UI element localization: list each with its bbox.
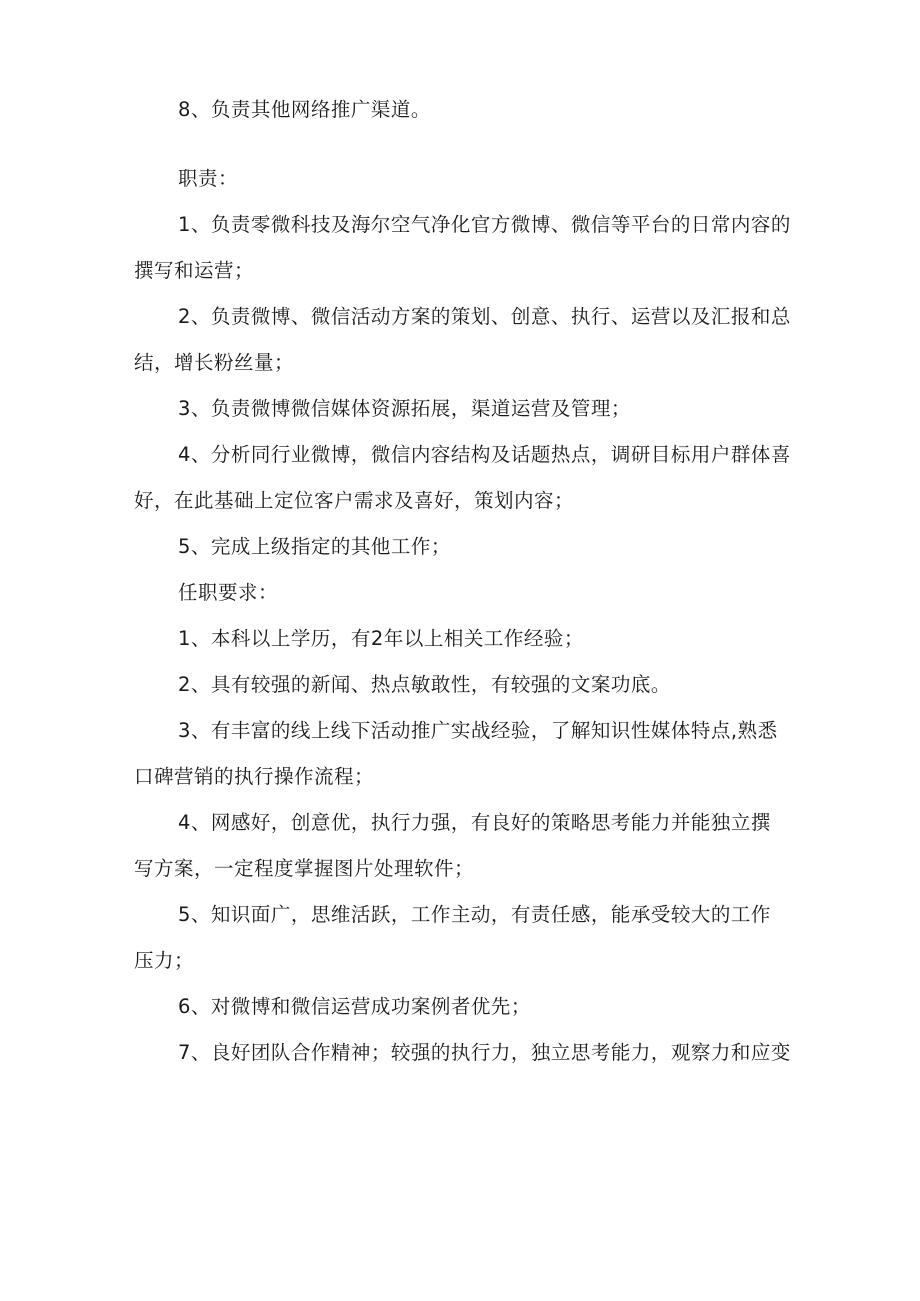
paragraph-line: 压力； xyxy=(134,949,195,972)
paragraph-line: 写方案，一定程度掌握图片处理软件； xyxy=(134,857,475,880)
paragraph-line: 结，增长粉丝量； xyxy=(134,351,295,374)
paragraph-line: 5、完成上级指定的其他工作； xyxy=(178,535,451,558)
section-heading-duties: 职责： xyxy=(178,167,239,190)
paragraph-line: 3、有丰富的线上线下活动推广实战经验，了解知识性媒体特点,熟悉 xyxy=(178,719,778,742)
paragraph-line: 好，在此基础上定位客户需求及喜好，策划内容； xyxy=(134,489,575,512)
paragraph-line: 4、分析同行业微博，微信内容结构及话题热点，调研目标用户群体喜 xyxy=(178,443,791,466)
paragraph-line: 3、负责微博微信媒体资源拓展，渠道运营及管理； xyxy=(178,397,631,420)
paragraph-line: 4、网感好，创意优，执行力强，有良好的策略思考能力并能独立撰 xyxy=(178,811,771,834)
paragraph-line: 撰写和运营； xyxy=(134,259,255,282)
paragraph-line: 1、负责零微科技及海尔空气净化官方微博、微信等平台的日常内容的 xyxy=(178,213,791,236)
section-heading-requirements: 任职要求： xyxy=(178,581,279,604)
paragraph-line: 5、知识面广，思维活跃，工作主动，有责任感，能承受较大的工作 xyxy=(178,903,771,926)
paragraph-line: 8、负责其他网络推广渠道。 xyxy=(178,98,431,121)
paragraph-line: 2、负责微博、微信活动方案的策划、创意、执行、运营以及汇报和总 xyxy=(178,305,791,328)
paragraph-line: 6、对微博和微信运营成功案例者优先； xyxy=(178,995,531,1018)
paragraph-line: 2、具有较强的新闻、热点敏敢性，有较强的文案功底。 xyxy=(178,673,671,696)
paragraph-line: 1、本科以上学历，有2年以上相关工作经验； xyxy=(178,627,584,650)
paragraph-line: 口碑营销的执行操作流程； xyxy=(134,765,375,788)
paragraph-line: 7、良好团队合作精神；较强的执行力，独立思考能力，观察力和应变 xyxy=(178,1041,791,1064)
